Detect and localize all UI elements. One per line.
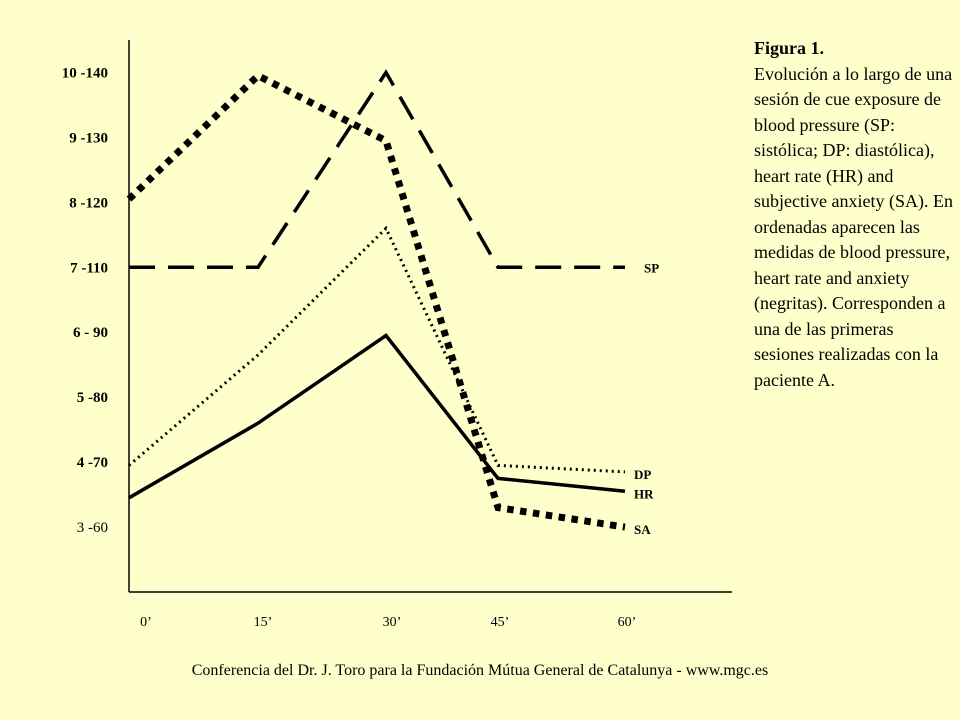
series-line-dp (129, 228, 625, 472)
caption-title: Figura 1. (754, 38, 824, 58)
x-tick-label: 30’ (382, 615, 402, 630)
x-tick-label: 0’ (140, 615, 152, 630)
y-tick-label: 3 -60 (76, 520, 108, 537)
series-line-hr (129, 336, 625, 498)
y-tick-label: 5 -80 (76, 390, 108, 407)
y-tick-labels (62, 65, 108, 536)
y-tick-label: 6 - 90 (73, 325, 108, 342)
x-tick-labels (140, 615, 636, 630)
y-tick-label: 8 -120 (69, 195, 108, 212)
series-line-sa (129, 76, 625, 527)
y-tick-label: 10 -140 (61, 65, 108, 82)
series-lines (129, 73, 625, 528)
y-tick-label: 4 -70 (76, 455, 108, 472)
series-labels (634, 260, 659, 537)
footer-credit: Conferencia del Dr. J. Toro para la Fundación Mútua General de Catalunya - www.mgc.es (191, 662, 769, 679)
x-tick-label: 45’ (490, 615, 510, 630)
series-label-sa: SA (634, 522, 651, 538)
x-tick-label: 15’ (253, 615, 273, 630)
y-tick-label: 7 -110 (70, 260, 108, 277)
series-label-dp: DP (634, 466, 652, 482)
caption-body: Evolución a lo largo de una sesión de cue exposure de blood pressure (SP: sistólica; DP: diastólica), heart rate (HR) and subjective anxiety (SA). En ordenadas aparecen las medidas de blood pressure, heart rate and anxiety (negritas). Corresponden a una de las primeras sesiones realizadas con la paciente A. (754, 63, 953, 390)
figure-caption (754, 36, 954, 393)
series-label-hr: HR (634, 486, 654, 502)
series-label-sp: SP (644, 260, 660, 276)
x-tick-label: 60’ (617, 615, 637, 630)
y-tick-label: 9 -130 (69, 130, 108, 147)
